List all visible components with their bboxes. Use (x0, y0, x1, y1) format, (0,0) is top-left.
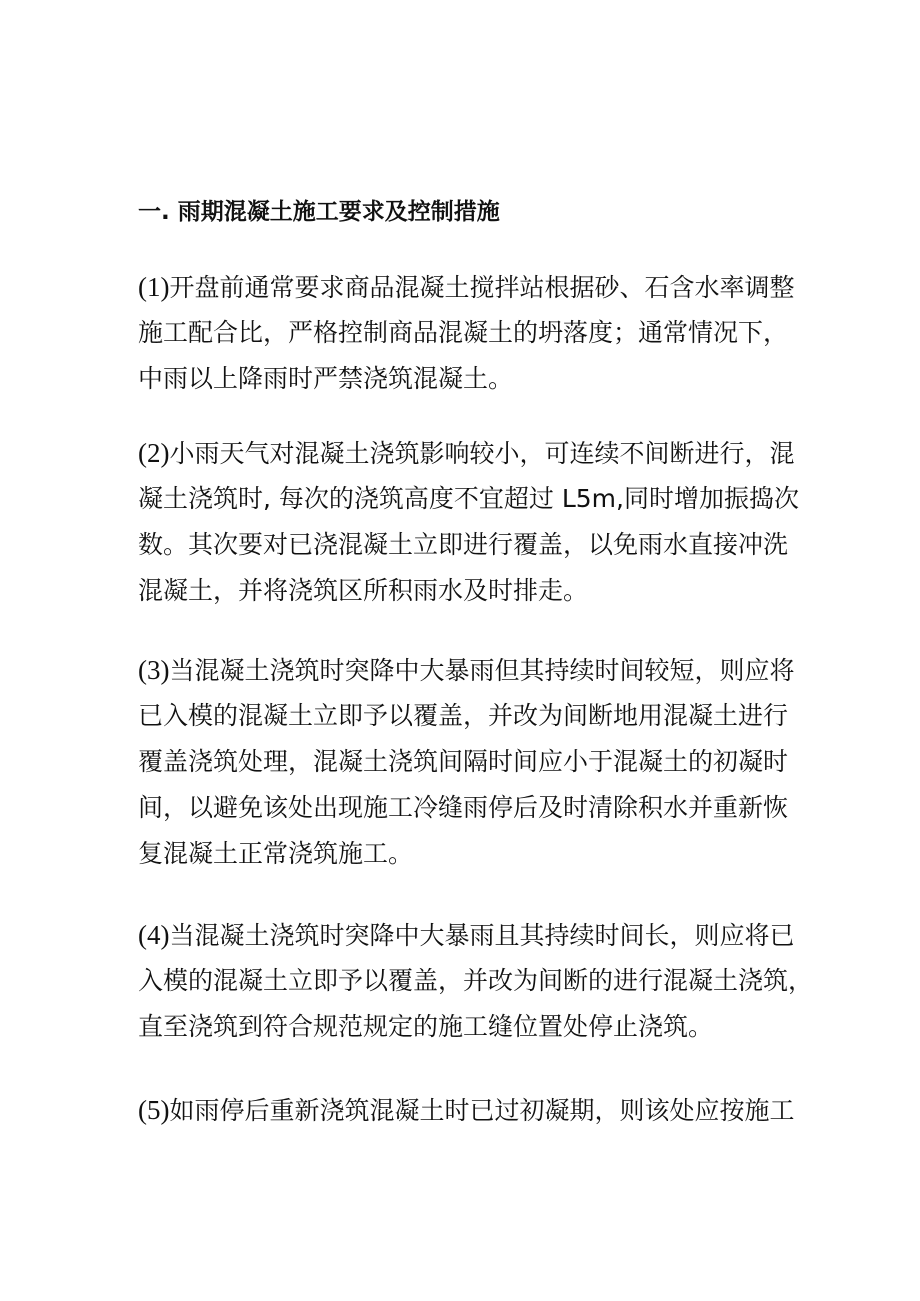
paragraph-number: (2) (138, 438, 170, 468)
paragraph-line: 直至浇筑到符合规范规定的施工缝位置处停止浇筑。 (138, 1012, 714, 1041)
paragraph-line (138, 647, 798, 693)
paragraph-line (138, 1087, 798, 1133)
paragraph-3 (138, 647, 798, 877)
paragraph-line: 已入模的混凝土立即予以覆盖，并改为间断地用混凝土进行 (138, 701, 789, 730)
paragraph-line: 入模的混凝土立即予以覆盖，并改为间断的进行混凝土浇筑， (138, 966, 814, 995)
paragraph-line: 混凝土，并将浇筑区所积雨水及时排走。 (138, 576, 589, 605)
paragraph-text: 当混凝土浇筑时突降中大暴雨但其持续时间较短，则应将 (169, 656, 795, 685)
paragraph-line: 间，以避免该处出现施工冷缝雨停后及时清除积水并重新恢 (138, 793, 789, 822)
paragraph-text: 小雨天气对混凝土浇筑影响较小，可连续不间断进行，混 (169, 439, 795, 468)
paragraph-line (138, 912, 798, 958)
paragraph-2 (138, 430, 798, 614)
paragraph-number: (3) (138, 655, 170, 685)
paragraph-line: 数。其次要对已浇混凝土立即进行覆盖，以免雨水直接冲洗 (138, 530, 789, 559)
paragraph-text: 开盘前通常要求商品混凝土搅拌站根据砂、石含水率调整 (169, 273, 795, 302)
paragraph-text: 当混凝土浇筑时突降中大暴雨且其持续时间长，则应将已 (169, 921, 795, 950)
paragraph-number: (5) (138, 1095, 170, 1125)
paragraph-line: 施工配合比，严格控制商品混凝土的坍落度；通常情况下， (138, 318, 789, 347)
paragraph-text: 如雨停后重新浇筑混凝土时已过初凝期，则该处应按施工 (169, 1096, 795, 1125)
paragraph-line: 中雨以上降雨时严禁浇筑混凝土。 (138, 364, 514, 393)
paragraph-number: (1) (138, 272, 170, 302)
paragraph-4 (138, 912, 814, 1050)
paragraph-5 (138, 1087, 798, 1133)
paragraph-line: 复混凝土正常浇筑施工。 (138, 839, 414, 868)
paragraph-number: (4) (138, 920, 170, 950)
paragraph-line: 覆盖浇筑处理，混凝土浇筑间隔时间应小于混凝土的初凝时 (138, 747, 789, 776)
paragraph-line (138, 430, 798, 476)
paragraph-line (138, 264, 798, 310)
paragraph-line: 凝土浇筑时, 每次的浇筑高度不宜超过 L5m,同时增加振捣次 (138, 484, 799, 513)
section-heading: 一. 雨期混凝土施工要求及控制措施 (138, 199, 500, 225)
paragraph-1 (138, 264, 798, 402)
